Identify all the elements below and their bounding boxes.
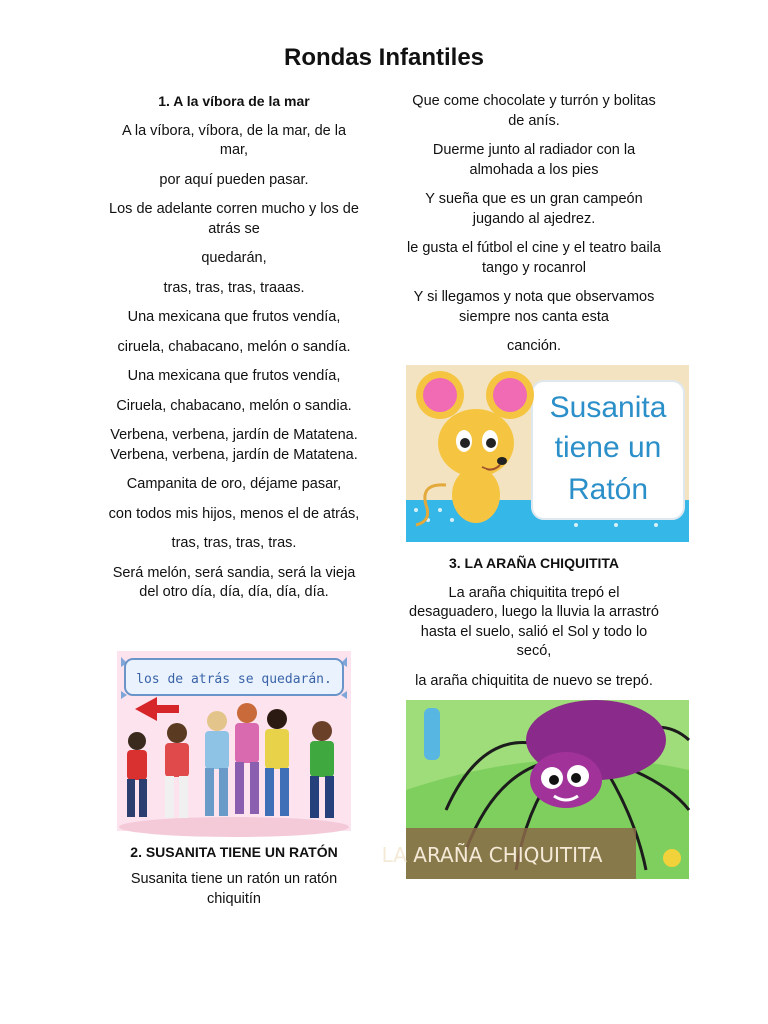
children-ronda-illustration <box>117 651 351 831</box>
image-banner-text: los de atrás se quedarán. <box>136 672 332 687</box>
image-title-text: LA ARAÑA CHIQUITITA <box>381 843 603 867</box>
column-left <box>106 92 362 613</box>
verse-line: Verbena, verbena, jardín de Matatena. Verbena, verbena, jardín de Matatena. <box>110 427 358 463</box>
verse-line: tras, tras, tras, traaas. <box>163 279 305 296</box>
verse-line: Será melón, será sandia, será la vieja del otro día, día, día, día, día. <box>112 564 356 600</box>
image-title-line: tiene un <box>554 431 662 464</box>
verse-line: Susanita tiene un ratón un ratón chiquitín <box>130 871 338 907</box>
section3-heading: 3. LA ARAÑA CHIQUITITA <box>448 555 620 571</box>
verse-line: A la víbora, víbora, de la mar, de la mar, <box>121 122 347 158</box>
image-title-line: Ratón <box>567 473 649 506</box>
verse-line: tras, tras, tras, tras. <box>171 535 297 551</box>
verse-line: Que come chocolate y turrón y bolitas de anís. <box>412 93 656 129</box>
section2-heading: 2. SUSANITA TIENE UN RATÓN <box>130 844 338 860</box>
column-right <box>406 92 662 367</box>
verse-line: Una mexicana que frutos vendía, <box>127 309 341 325</box>
section3 <box>406 554 662 701</box>
verse-line: Y sueña que es un gran campeón jugando al ajedrez. <box>425 191 643 227</box>
verse-line: La araña chiquitita trepó el desaguadero, luego la lluvia la arrastró hasta el suelo, salió el Sol y todo lo secó, <box>409 584 659 659</box>
verse-line: Y si llegamos y nota que observamos siempre nos canta esta <box>413 289 655 325</box>
verse-line: le gusta el fútbol el cine y el teatro baila tango y rocanrol <box>407 240 661 276</box>
verse-line: Una mexicana que frutos vendía, <box>127 368 341 384</box>
verse-line: por aquí pueden pasar. <box>159 171 309 188</box>
verse-line: con todos mis hijos, menos el de atrás, <box>108 505 360 522</box>
image-title-line: Susanita <box>549 391 667 424</box>
verse-line: quedarán, <box>201 250 267 266</box>
verse-line: Campanita de oro, déjame pasar, <box>126 476 342 492</box>
verse-line: Ciruela, chabacano, melón o sandia. <box>116 397 352 414</box>
verse-line: canción. <box>506 338 561 354</box>
spider-illustration <box>381 700 689 879</box>
page-title: Rondas Infantiles <box>283 44 485 71</box>
susanita-mouse-illustration <box>406 365 689 542</box>
verse-line: Los de adelante corren mucho y los de atrás se <box>109 201 359 237</box>
verse-line: ciruela, chabacano, melón o sandía. <box>117 338 351 355</box>
section1-heading: 1. A la víbora de la mar <box>158 93 310 109</box>
section2-start <box>106 844 362 909</box>
verse-line: Duerme junto al radiador con la almohada a los pies <box>432 142 636 178</box>
verse-line: la araña chiquitita de nuevo se trepó. <box>415 672 653 689</box>
